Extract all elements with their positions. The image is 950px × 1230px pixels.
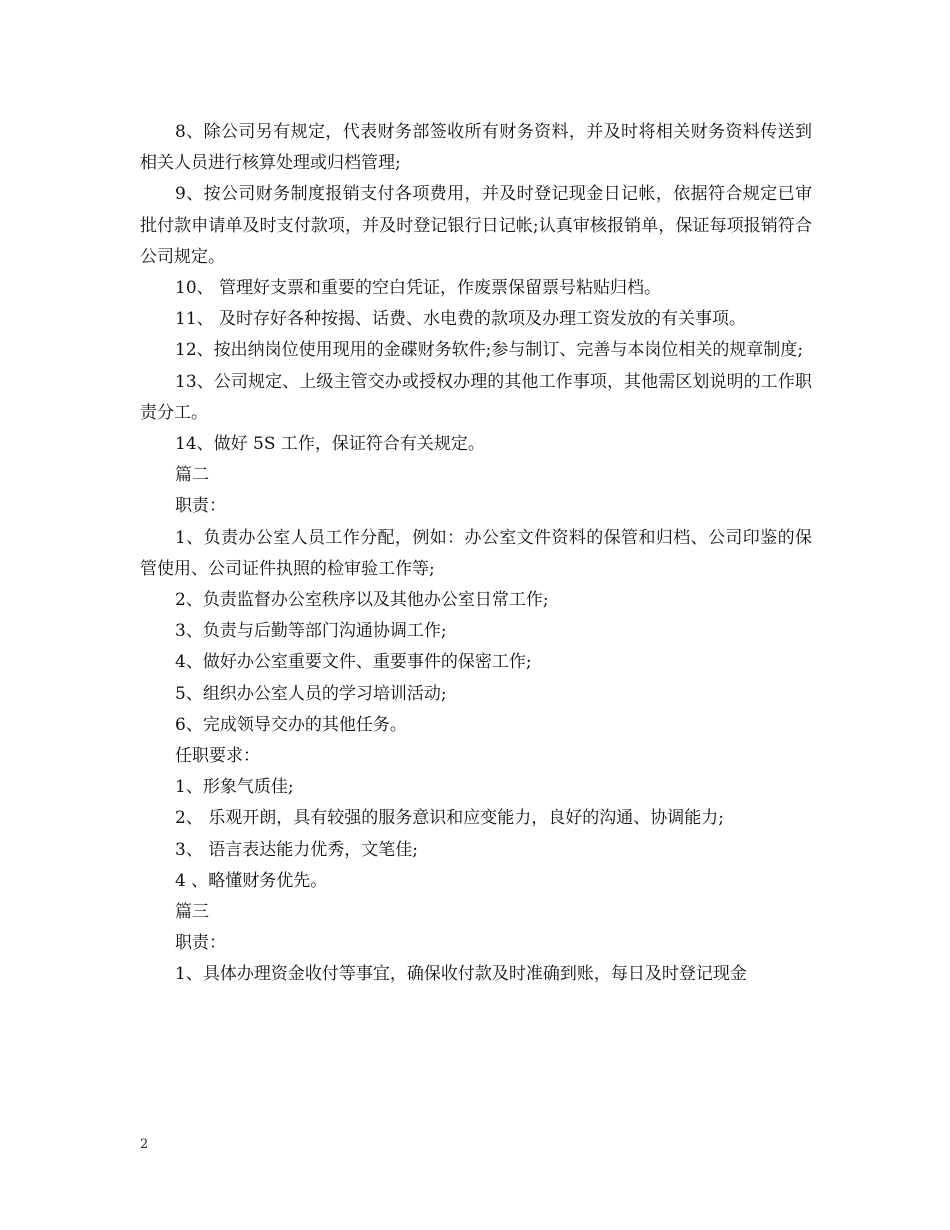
paragraph-duty-10: 10、 管理好支票和重要的空白凭证，作废票保留票号粘贴归档。 — [175, 278, 662, 299]
paragraph-duty-11: 11、 及时存好各种按揭、话费、水电费的款项及办理工资发放的有关事项。 — [175, 309, 747, 330]
subheading-duties-part-3: 职责： — [175, 933, 226, 954]
subheading-duties: 职责： — [175, 496, 226, 517]
paragraph-requirement-1: 1、形象气质佳; — [175, 777, 294, 798]
section-heading-part-3: 篇三 — [175, 902, 209, 923]
paragraph-part2-duty-4: 4、做好办公室重要文件、重要事件的保密工作; — [175, 652, 532, 673]
paragraph-requirement-2: 2、 乐观开朗，具有较强的服务意识和应变能力，良好的沟通、协调能力; — [175, 808, 724, 829]
subheading-requirements: 任职要求： — [175, 746, 260, 767]
paragraph-duty-12: 12、按出纳岗位使用现用的金碟财务软件;参与制订、完善与本岗位相关的规章制度; — [175, 340, 804, 361]
paragraph-part2-duty-6: 6、完成领导交办的其他任务。 — [175, 714, 407, 735]
paragraph-part2-duty-3: 3、负责与后勤等部门沟通协调工作; — [175, 621, 447, 642]
paragraph-part2-duty-2: 2、负责监督办公室秩序以及其他办公室日常工作; — [175, 590, 549, 611]
paragraph-part2-duty-5: 5、组织办公室人员的学习培训活动; — [175, 683, 447, 704]
paragraph-requirement-3: 3、 语言表达能力优秀，文笔佳; — [175, 839, 418, 860]
paragraph-duty-14: 14、做好 5S 工作，保证符合有关规定。 — [175, 434, 485, 455]
document-body — [140, 117, 812, 991]
paragraph-requirement-4: 4 、略懂财务优先。 — [175, 870, 328, 891]
paragraph-part2-duty-1: 1、负责办公室人员工作分配，例如：办公室文件资料的保管和归档、公司印鉴的保管使用、公司证件执照的检审验工作等; — [140, 527, 812, 579]
paragraph-duty-9: 9、按公司财务制度报销支付各项费用，并及时登记现金日记帐，依据符合规定已审批付款申请单及时支付款项，并及时登记银行日记帐;认真审核报销单，保证每项报销符合公司规定。 — [140, 184, 812, 267]
page-number: 2 — [140, 1137, 149, 1152]
section-heading-part-2: 篇二 — [175, 465, 209, 486]
paragraph-part3-duty-1: 1、具体办理资金收付等事宜，确保收付款及时准确到账，每日及时登记现金 — [175, 964, 747, 985]
paragraph-duty-8: 8、除公司另有规定，代表财务部签收所有财务资料，并及时将相关财务资料传送到相关人员进行核算处理或归档管理; — [140, 122, 812, 174]
paragraph-duty-13: 13、公司规定、上级主管交办或授权办理的其他工作事项，其他需区划说明的工作职责分工。 — [140, 371, 812, 423]
